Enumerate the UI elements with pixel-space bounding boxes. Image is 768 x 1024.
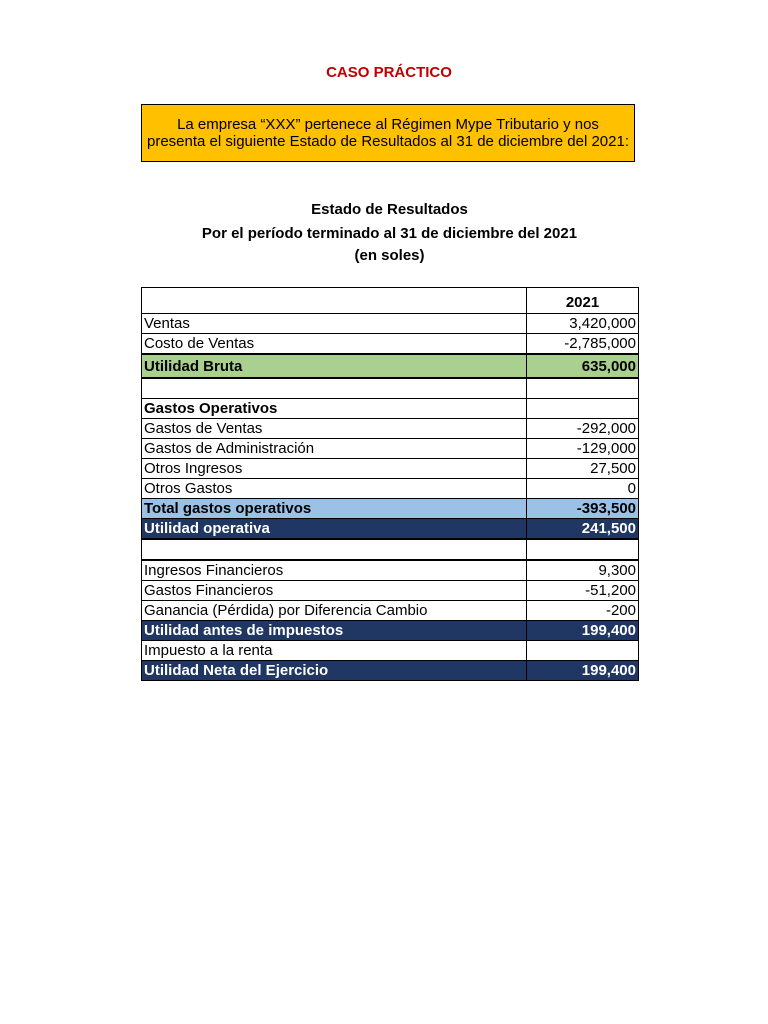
row-label: Total gastos operativos bbox=[142, 499, 527, 519]
table-row bbox=[142, 314, 639, 334]
table-row bbox=[142, 459, 639, 479]
table-row-blank bbox=[142, 378, 639, 399]
statement-currency: (en soles) bbox=[354, 247, 425, 264]
row-label: Costo de Ventas bbox=[142, 334, 527, 355]
row-value: -393,500 bbox=[527, 499, 639, 519]
row-label: Gastos de Ventas bbox=[142, 419, 527, 439]
table-row-gross-profit bbox=[142, 354, 639, 378]
row-label: Gastos Operativos bbox=[142, 399, 527, 419]
row-value bbox=[527, 378, 639, 399]
row-label: Otros Ingresos bbox=[142, 459, 527, 479]
row-value: 0 bbox=[527, 479, 639, 499]
row-label: Gastos de Administración bbox=[142, 439, 527, 459]
table-row-section bbox=[142, 399, 639, 419]
statement-period: Por el período terminado al 31 de diciembre del 2021 bbox=[201, 225, 578, 242]
row-value bbox=[527, 539, 639, 560]
row-value: -129,000 bbox=[527, 439, 639, 459]
row-label: Impuesto a la renta bbox=[142, 641, 527, 661]
row-value: 241,500 bbox=[527, 519, 639, 540]
row-value bbox=[527, 399, 639, 419]
table-row-operating-income bbox=[142, 519, 639, 540]
row-value: 199,400 bbox=[527, 621, 639, 641]
row-value bbox=[527, 641, 639, 661]
intro-box bbox=[141, 104, 635, 162]
page-title: CASO PRÁCTICO bbox=[326, 64, 452, 81]
row-value: 635,000 bbox=[527, 354, 639, 378]
row-value: 3,420,000 bbox=[527, 314, 639, 334]
table-row-net-income bbox=[142, 661, 639, 681]
row-value: 27,500 bbox=[527, 459, 639, 479]
row-value: -292,000 bbox=[527, 419, 639, 439]
row-value: -51,200 bbox=[527, 581, 639, 601]
table-row bbox=[142, 479, 639, 499]
row-label: Utilidad Neta del Ejercicio bbox=[142, 661, 527, 681]
row-label: Ganancia (Pérdida) por Diferencia Cambio bbox=[142, 601, 527, 621]
year-header: 2021 bbox=[527, 288, 639, 314]
intro-text: La empresa “XXX” pertenece al Régimen Mype Tributario y nos presenta el siguiente Estado de Resultados al 31 de diciembre del 2021: bbox=[147, 116, 629, 150]
row-value: 9,300 bbox=[527, 560, 639, 581]
header-label-cell bbox=[142, 288, 527, 314]
table-row-blank bbox=[142, 539, 639, 560]
table-row-total-operating bbox=[142, 499, 639, 519]
row-label: Utilidad operativa bbox=[142, 519, 527, 540]
table-row-income-before-tax bbox=[142, 621, 639, 641]
table-row bbox=[142, 601, 639, 621]
table-row bbox=[142, 560, 639, 581]
row-label: Utilidad antes de impuestos bbox=[142, 621, 527, 641]
row-label: Ingresos Financieros bbox=[142, 560, 527, 581]
row-label: Otros Gastos bbox=[142, 479, 527, 499]
row-value: -200 bbox=[527, 601, 639, 621]
table-row bbox=[142, 439, 639, 459]
row-label bbox=[142, 539, 527, 560]
row-label: Ventas bbox=[142, 314, 527, 334]
income-statement-table bbox=[141, 287, 639, 681]
table-row bbox=[142, 334, 639, 355]
row-value: 199,400 bbox=[527, 661, 639, 681]
row-label: Utilidad Bruta bbox=[142, 354, 527, 378]
statement-heading: Estado de Resultados bbox=[311, 201, 468, 218]
table-row bbox=[142, 581, 639, 601]
header-row bbox=[142, 288, 639, 314]
table-row bbox=[142, 641, 639, 661]
row-label bbox=[142, 378, 527, 399]
row-value: -2,785,000 bbox=[527, 334, 639, 355]
row-label: Gastos Financieros bbox=[142, 581, 527, 601]
table-row bbox=[142, 419, 639, 439]
